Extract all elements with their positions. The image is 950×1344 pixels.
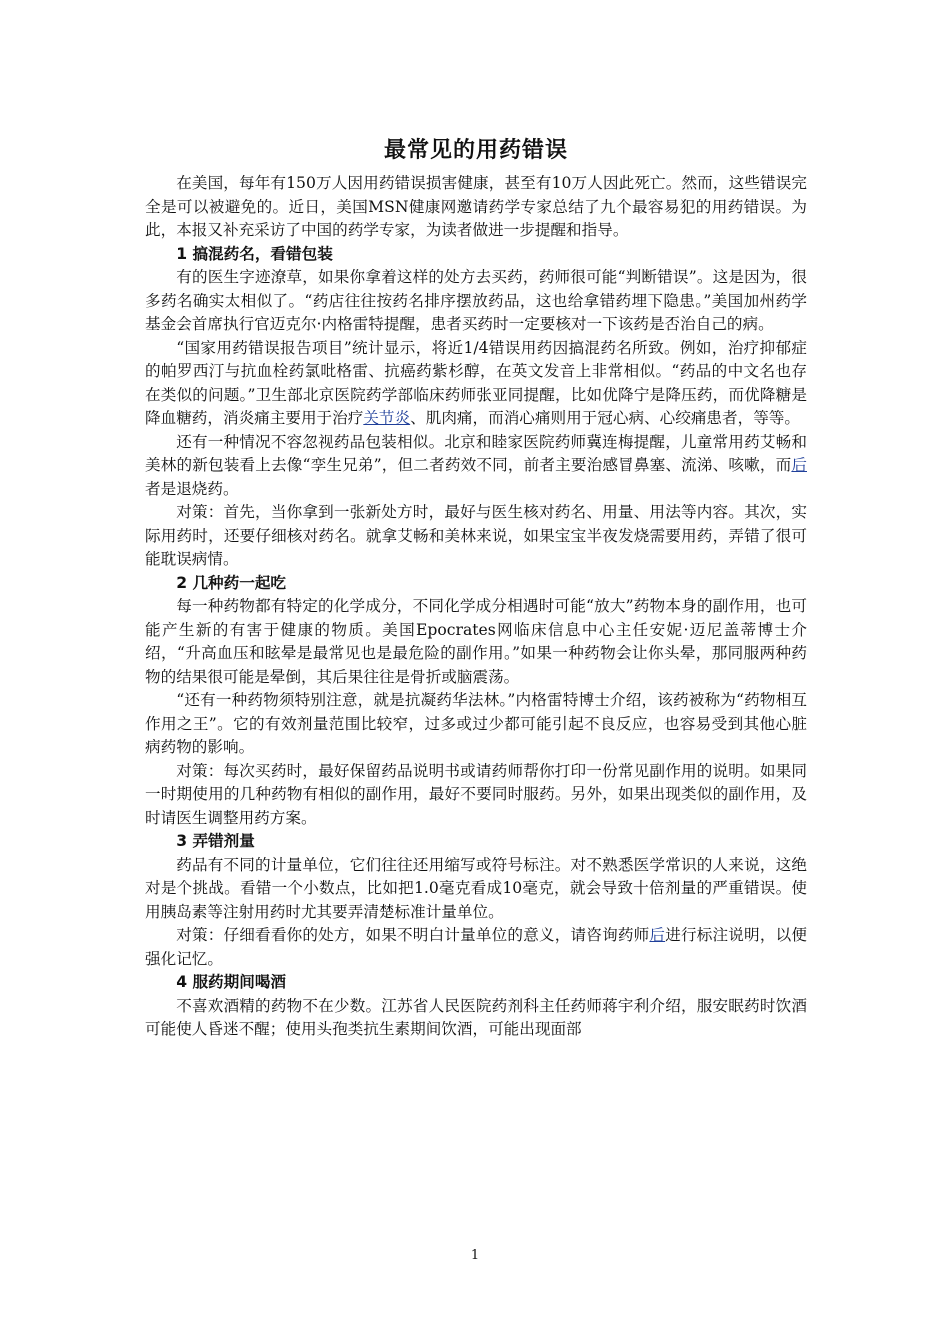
section-4-paragraph-1: 不喜欢酒精的药物不在少数。江苏省人民医院药剂科主任药师蒋宇利介绍，服安眠药时饮酒可能使人昏迷不醒；使用头孢类抗生素期间饮酒，可能出现面部 — [145, 996, 807, 1038]
section-3-paragraph-1: 药品有不同的计量单位，它们往往还用缩写或符号标注。对不熟悉医学常识的人来说，这绝对是个挑战。看错一个小数点，比如把1.0毫克看成10毫克，就会导致十倍剂量的严重错误。使用胰岛素等注射用药时尤其要弄清楚标准计量单位。 — [145, 855, 807, 921]
section-2-paragraph-3: 对策：每次买药时，最好保留药品说明书或请药师帮你打印一份常见副作用的说明。如果同一时期使用的几种药物有相似的副作用，最好不要同时服药。另外，如果出现类似的副作用，及时请医生调整用药方案。 — [145, 761, 807, 827]
section-1-heading: 1 搞混药名，看错包装 — [176, 244, 333, 263]
section-2-paragraph-1: 每一种药物都有特定的化学成分，不同化学成分相遇时可能“放大”药物本身的副作用，也可能产生新的有害于健康的物质。美国Epocrates网临床信息中心主任安妮·迈尼盖蒂博士介绍，“升高血压和眩晕是最常见也是最危险的副作用。”如果一种药物会让你头晕，那同服两种药物的结果很可能是晕倒，其后果往往是骨折或脑震荡。 — [145, 597, 807, 686]
text-span: 对策：仔细看看你的处方，如果不明白计量单位的意义，请咨询药师 — [176, 926, 650, 944]
section-4-heading: 4 服药期间喝酒 — [176, 973, 287, 991]
section-1-paragraph-1: 有的医生字迹潦草，如果你拿着这样的处方去买药，药师很可能“判断错误”。这是因为，很多药名确实太相似了。“药店往往按药名排序摆放药品，这也给拿错药埋下隐患。”美国加州药学基金会首席执行官迈克尔·内格雷特提醒，患者买药时一定要核对一下该药是否治自己的病。 — [145, 268, 807, 333]
text-span: 、肌肉痛，而消心痛则用于冠心病、心绞痛患者，等等。 — [410, 409, 800, 427]
intro-paragraph: 在美国，每年有150万人因用药错误损害健康，甚至有10万人因此死亡。然而，这些错误完全是可以被避免的。近日，美国MSN健康网邀请药学专家总结了九个最容易犯的用药错误。为此，本报又补充采访了中国的药学专家，为读者做进一步提醒和指导。 — [145, 174, 807, 239]
section-1-paragraph-2 — [145, 337, 807, 431]
section-2-heading: 2 几种药一起吃 — [176, 573, 287, 592]
section-3-paragraph-2 — [145, 924, 807, 971]
hou-link-2[interactable]: 后 — [649, 926, 666, 944]
text-span: 者是退烧药。 — [145, 479, 239, 498]
section-3-heading: 3 弄错剂量 — [176, 832, 255, 850]
hou-link[interactable]: 后 — [791, 456, 807, 474]
text-span: 还有一种情况不容忽视药品包装相似。北京和睦家医院药师冀连梅提醒，儿童常用药艾畅和美林的新包装看上去像“孪生兄弟”，但二者药效不同，前者主要治感冒鼻塞、流涕、咳嗽，而 — [145, 432, 807, 474]
page-number: 1 — [470, 1248, 480, 1263]
text-span: 进行标注说明，以便强化记忆。 — [145, 926, 807, 968]
section-2-paragraph-2: “还有一种药物须特别注意，就是抗凝药华法林。”内格雷特博士介绍，该药被称为“药物相互作用之王”。它的有效剂量范围比较窄，过多或过少都可能引起不良反应，也容易受到其他心脏病药物的影响。 — [145, 691, 807, 756]
page-title: 最常见的用药错误 — [383, 138, 568, 163]
section-1-paragraph-3 — [145, 431, 807, 502]
text-span: “国家用药错误报告项目”统计显示，将近1/4错误用药因搞混药名所致。例如，治疗抑郁症的帕罗西汀与抗血栓药氯吡格雷、抗癌药紫杉醇，在英文发音上非常相似。“药品的中文名也存在类似的问题。”卫生部北京医院药学部临床药师张亚同提醒，比如优降宁是降压药，而优降糖是降血糖药，消炎痛主要用于治疗 — [145, 338, 807, 427]
document-body — [145, 136, 807, 1042]
section-1-paragraph-4: 对策：首先，当你拿到一张新处方时，最好与医生核对药名、用量、用法等内容。其次，实际用药时，还要仔细核对药名。就拿艾畅和美林来说，如果宝宝半夜发烧需要用药，弄错了很可能耽误病情。 — [145, 503, 807, 568]
arthritis-link[interactable]: 关节炎 — [363, 409, 411, 427]
